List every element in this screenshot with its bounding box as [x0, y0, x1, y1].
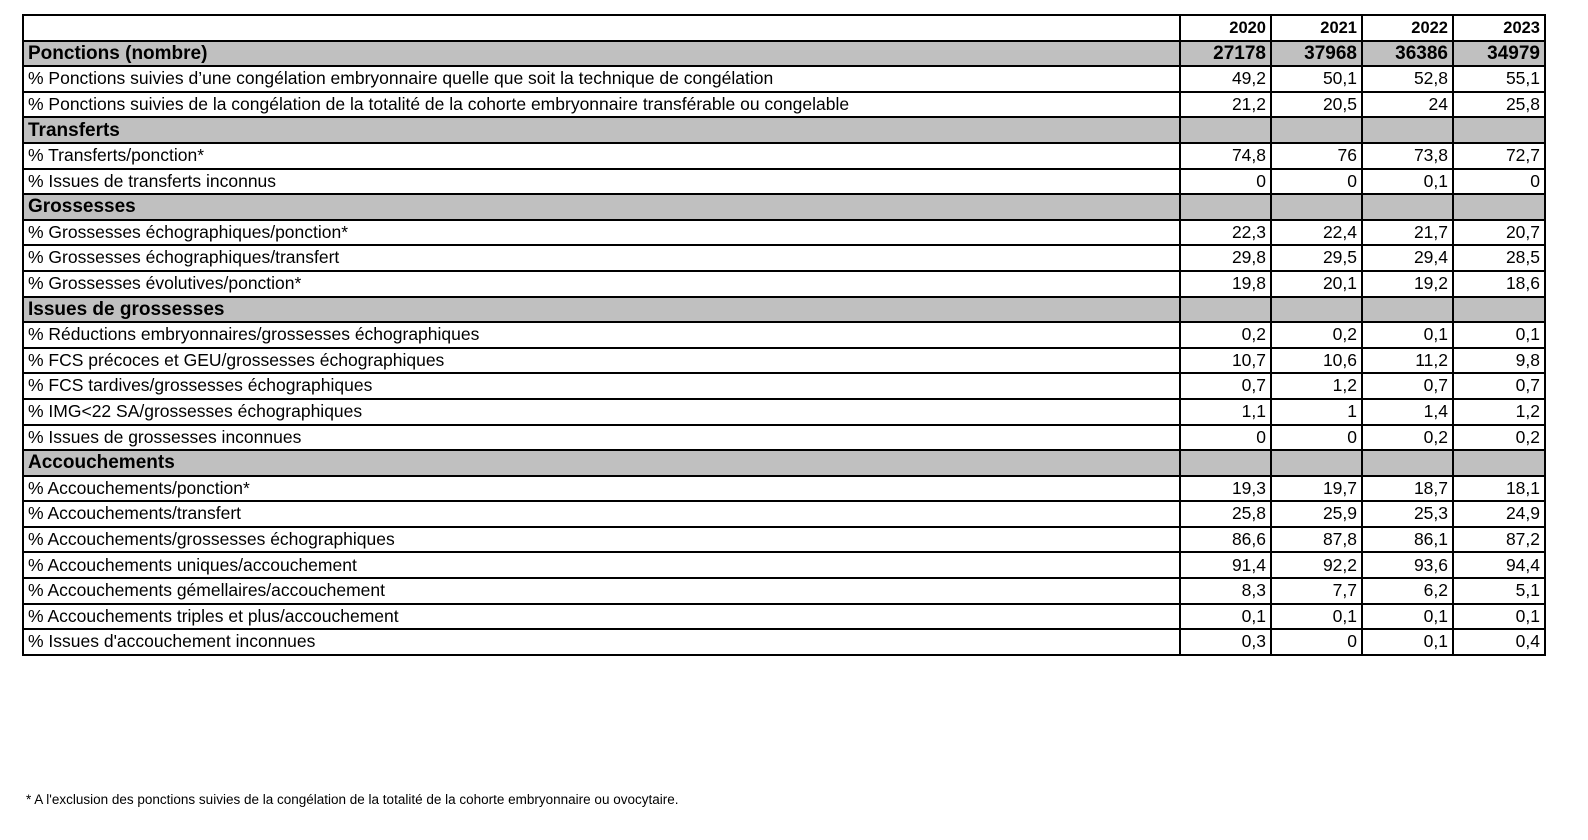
value-cell-2021: 0 [1271, 169, 1362, 195]
value-cell-2020: 0,2 [1180, 322, 1271, 348]
row-label: % Accouchements uniques/accouchement [23, 552, 1180, 578]
value-cell-2023: 28,5 [1453, 245, 1545, 271]
value-cell-2020: 0 [1180, 425, 1271, 451]
value-cell-2022: 6,2 [1362, 578, 1453, 604]
value-cell-2022: 52,8 [1362, 66, 1453, 92]
section-header-row [23, 194, 1545, 220]
table-row [23, 245, 1545, 271]
value-cell-2023: 18,6 [1453, 271, 1545, 297]
table-body [23, 15, 1545, 655]
value-cell-2022: 0,1 [1362, 169, 1453, 195]
value-cell-2021: 0,2 [1271, 322, 1362, 348]
value-cell-2023: 0,7 [1453, 373, 1545, 399]
value-cell-2022: 0,1 [1362, 629, 1453, 655]
value-cell-2022: 11,2 [1362, 348, 1453, 374]
table-row [23, 322, 1545, 348]
value-cell-2021: 76 [1271, 143, 1362, 169]
value-cell-2023: 25,8 [1453, 92, 1545, 118]
table-row [23, 501, 1545, 527]
value-cell-2023: 0,2 [1453, 425, 1545, 451]
table-row [23, 143, 1545, 169]
value-cell-2021: 1,2 [1271, 373, 1362, 399]
value-cell-2022: 93,6 [1362, 552, 1453, 578]
value-cell-2023: 0,1 [1453, 604, 1545, 630]
value-cell-2023: 24,9 [1453, 501, 1545, 527]
row-label: % Accouchements gémellaires/accouchement [23, 578, 1180, 604]
value-cell-2020: 10,7 [1180, 348, 1271, 374]
footnote: * A l'exclusion des ponctions suivies de la congélation de la totalité de la cohorte embryonnaire ou ovocytaire. [26, 792, 679, 807]
value-cell-2021: 20,1 [1271, 271, 1362, 297]
value-cell-2022: 86,1 [1362, 527, 1453, 553]
row-label: % Issues de grossesses inconnues [23, 425, 1180, 451]
value-cell-2022: 18,7 [1362, 476, 1453, 502]
table-row [23, 629, 1545, 655]
value-cell-2023: 0 [1453, 169, 1545, 195]
value-cell-2022 [1362, 450, 1453, 476]
row-label: % Grossesses évolutives/ponction* [23, 271, 1180, 297]
table-row [23, 604, 1545, 630]
value-cell-2021 [1271, 117, 1362, 143]
value-cell-2020: 19,3 [1180, 476, 1271, 502]
value-cell-2021: 25,9 [1271, 501, 1362, 527]
row-label: % Accouchements/grossesses échographiques [23, 527, 1180, 553]
value-cell-2020: 8,3 [1180, 578, 1271, 604]
value-cell-2023: 72,7 [1453, 143, 1545, 169]
value-cell-2023: 1,2 [1453, 399, 1545, 425]
row-label: % FCS précoces et GEU/grossesses échographiques [23, 348, 1180, 374]
row-label: % IMG<22 SA/grossesses échographiques [23, 399, 1180, 425]
section-header-row [23, 450, 1545, 476]
value-cell-2023: 34979 [1453, 41, 1545, 67]
value-cell-2023: 0,1 [1453, 322, 1545, 348]
section-header-row [23, 297, 1545, 323]
value-cell-2022: 0,1 [1362, 604, 1453, 630]
value-cell-2021 [1271, 194, 1362, 220]
table-row [23, 271, 1545, 297]
value-cell-2022: 1,4 [1362, 399, 1453, 425]
value-cell-2022: 0,1 [1362, 322, 1453, 348]
year-header-2021: 2021 [1271, 15, 1362, 41]
table-row [23, 220, 1545, 246]
value-cell-2020: 0,7 [1180, 373, 1271, 399]
value-cell-2020: 27178 [1180, 41, 1271, 67]
value-cell-2022: 24 [1362, 92, 1453, 118]
value-cell-2020 [1180, 194, 1271, 220]
value-cell-2020: 49,2 [1180, 66, 1271, 92]
table-row [23, 373, 1545, 399]
year-header-2022: 2022 [1362, 15, 1453, 41]
table-row [23, 476, 1545, 502]
value-cell-2021: 92,2 [1271, 552, 1362, 578]
section-label: Grossesses [23, 194, 1180, 220]
value-cell-2020 [1180, 117, 1271, 143]
value-cell-2020: 0,1 [1180, 604, 1271, 630]
row-label: % Issues de transferts inconnus [23, 169, 1180, 195]
row-label: % Transferts/ponction* [23, 143, 1180, 169]
value-cell-2021: 1 [1271, 399, 1362, 425]
value-cell-2020: 22,3 [1180, 220, 1271, 246]
value-cell-2023: 87,2 [1453, 527, 1545, 553]
value-cell-2021 [1271, 450, 1362, 476]
row-label: % Ponctions suivies de la congélation de la totalité de la cohorte embryonnaire transférable ou congelable [23, 92, 1180, 118]
value-cell-2020: 0 [1180, 169, 1271, 195]
table-row [23, 552, 1545, 578]
value-cell-2021: 37968 [1271, 41, 1362, 67]
table-row [23, 66, 1545, 92]
value-cell-2021: 0 [1271, 425, 1362, 451]
value-cell-2021: 0,1 [1271, 604, 1362, 630]
value-cell-2023 [1453, 450, 1545, 476]
section-label: Transferts [23, 117, 1180, 143]
value-cell-2021: 0 [1271, 629, 1362, 655]
row-label: % Accouchements triples et plus/accouchement [23, 604, 1180, 630]
row-label: % Accouchements/ponction* [23, 476, 1180, 502]
row-label: % Accouchements/transfert [23, 501, 1180, 527]
value-cell-2023 [1453, 297, 1545, 323]
row-label: % Ponctions suivies d’une congélation embryonnaire quelle que soit la technique de congélation [23, 66, 1180, 92]
value-cell-2020: 0,3 [1180, 629, 1271, 655]
value-cell-2020 [1180, 450, 1271, 476]
table-row [23, 348, 1545, 374]
value-cell-2021: 29,5 [1271, 245, 1362, 271]
value-cell-2020: 21,2 [1180, 92, 1271, 118]
year-header-2020: 2020 [1180, 15, 1271, 41]
value-cell-2021: 19,7 [1271, 476, 1362, 502]
row-label: % Issues d'accouchement inconnues [23, 629, 1180, 655]
value-cell-2021: 22,4 [1271, 220, 1362, 246]
section-label: Issues de grossesses [23, 297, 1180, 323]
value-cell-2022: 25,3 [1362, 501, 1453, 527]
header-corner-cell [23, 15, 1180, 41]
year-header-2023: 2023 [1453, 15, 1545, 41]
value-cell-2022 [1362, 297, 1453, 323]
value-cell-2022: 73,8 [1362, 143, 1453, 169]
value-cell-2022: 0,2 [1362, 425, 1453, 451]
table-row [23, 169, 1545, 195]
value-cell-2021: 7,7 [1271, 578, 1362, 604]
value-cell-2023: 9,8 [1453, 348, 1545, 374]
section-header-row [23, 41, 1545, 67]
value-cell-2023: 94,4 [1453, 552, 1545, 578]
value-cell-2022 [1362, 117, 1453, 143]
value-cell-2020: 86,6 [1180, 527, 1271, 553]
table-row [23, 578, 1545, 604]
section-label: Ponctions (nombre) [23, 41, 1180, 67]
row-label: % Réductions embryonnaires/grossesses échographiques [23, 322, 1180, 348]
value-cell-2020: 74,8 [1180, 143, 1271, 169]
value-cell-2023 [1453, 194, 1545, 220]
value-cell-2022: 21,7 [1362, 220, 1453, 246]
value-cell-2023: 55,1 [1453, 66, 1545, 92]
value-cell-2022: 19,2 [1362, 271, 1453, 297]
value-cell-2020: 25,8 [1180, 501, 1271, 527]
value-cell-2021: 50,1 [1271, 66, 1362, 92]
value-cell-2023: 0,4 [1453, 629, 1545, 655]
row-label: % Grossesses échographiques/ponction* [23, 220, 1180, 246]
value-cell-2021: 20,5 [1271, 92, 1362, 118]
statistics-table [22, 14, 1546, 656]
value-cell-2022: 0,7 [1362, 373, 1453, 399]
value-cell-2023: 18,1 [1453, 476, 1545, 502]
value-cell-2022 [1362, 194, 1453, 220]
value-cell-2022: 29,4 [1362, 245, 1453, 271]
section-label: Accouchements [23, 450, 1180, 476]
value-cell-2021: 87,8 [1271, 527, 1362, 553]
value-cell-2021: 10,6 [1271, 348, 1362, 374]
value-cell-2021 [1271, 297, 1362, 323]
table-row [23, 527, 1545, 553]
value-cell-2023: 20,7 [1453, 220, 1545, 246]
section-header-row [23, 117, 1545, 143]
value-cell-2020 [1180, 297, 1271, 323]
year-header-row [23, 15, 1545, 41]
table-row [23, 399, 1545, 425]
value-cell-2020: 29,8 [1180, 245, 1271, 271]
value-cell-2022: 36386 [1362, 41, 1453, 67]
value-cell-2020: 91,4 [1180, 552, 1271, 578]
table-row [23, 425, 1545, 451]
value-cell-2023 [1453, 117, 1545, 143]
value-cell-2023: 5,1 [1453, 578, 1545, 604]
row-label: % FCS tardives/grossesses échographiques [23, 373, 1180, 399]
table-row [23, 92, 1545, 118]
row-label: % Grossesses échographiques/transfert [23, 245, 1180, 271]
value-cell-2020: 19,8 [1180, 271, 1271, 297]
value-cell-2020: 1,1 [1180, 399, 1271, 425]
